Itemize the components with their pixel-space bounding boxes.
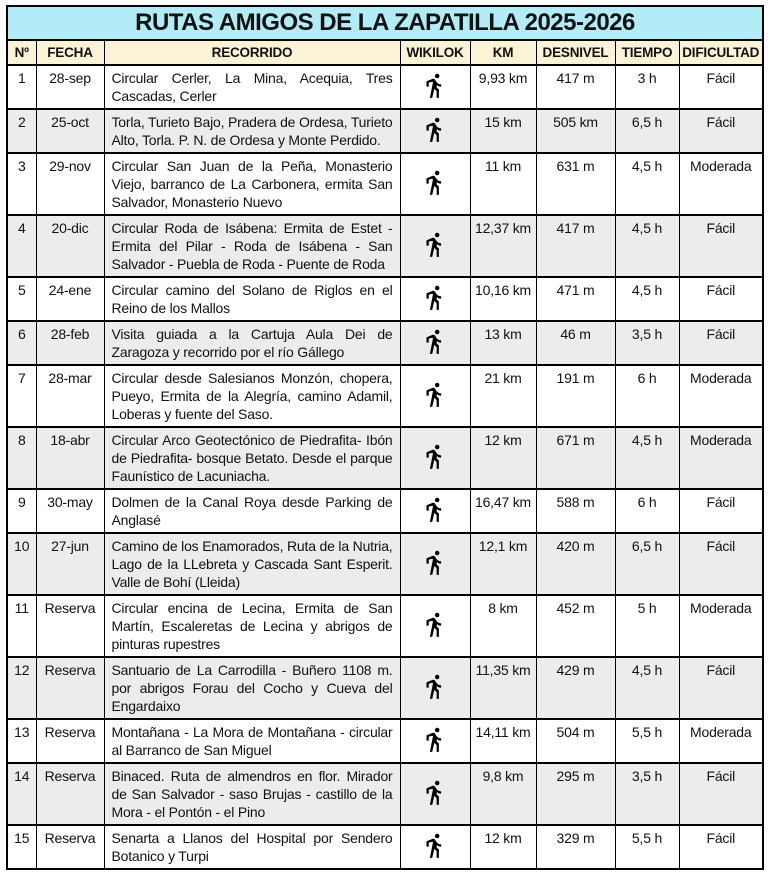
route-description: Circular desde Salesianos Monzón, chopera, Pueyo, Ermita de la Alegría, camino Adamil, Loberas y fuente del Saso. [104,365,400,427]
walking-person-icon[interactable] [422,441,449,472]
table-row [7,825,763,869]
table-row [7,109,763,153]
walking-person-icon[interactable] [422,547,449,578]
route-distance: 12 km [470,825,536,869]
route-distance: 15 km [470,109,536,153]
wikilok-cell [400,427,470,489]
wikilok-cell [400,489,470,533]
route-distance: 11,35 km [470,657,536,719]
route-elevation: 417 m [536,215,615,277]
column-header-fecha: FECHA [36,40,104,65]
walking-person-icon[interactable] [422,326,449,357]
route-description: Dolmen de la Canal Roya desde Parking de Anglasé [104,489,400,533]
wikilok-cell [400,533,470,595]
route-number: 7 [7,365,36,427]
route-distance: 12,37 km [470,215,536,277]
column-header-wikilok: WIKILOK [400,40,470,65]
route-elevation: 671 m [536,427,615,489]
route-description: Circular San Juan de la Peña, Monasterio Viejo, barranco de La Carbonera, ermita San Salvador, Monasterio Nuevo [104,153,400,215]
route-difficulty: Moderada [679,595,763,657]
route-number: 5 [7,277,36,321]
column-header-dificultad: DIFICULTAD [679,40,763,65]
route-difficulty: Moderada [679,427,763,489]
route-distance: 14,11 km [470,719,536,763]
route-elevation: 588 m [536,489,615,533]
route-elevation: 504 m [536,719,615,763]
route-elevation: 417 m [536,65,615,109]
route-elevation: 471 m [536,277,615,321]
wikilok-cell [400,595,470,657]
wikilok-cell [400,365,470,427]
route-description: Circular Arco Geotectónico de Piedrafita- Ibón de Piedrafita- bosque Betato. Desde el parque Faunístico de Lacuniacha. [104,427,400,489]
route-date: 27-jun [36,533,104,595]
page-title: RUTAS AMIGOS DE LA ZAPATILLA 2025-2026 [7,6,763,40]
table-row [7,365,763,427]
route-number: 15 [7,825,36,869]
route-description: Visita guiada a la Cartuja Aula Dei de Zaragoza y recorrido por el río Gállego [104,321,400,365]
wikilok-cell [400,719,470,763]
route-elevation: 631 m [536,153,615,215]
route-time: 6,5 h [615,533,679,595]
route-description: Torla, Turieto Bajo, Pradera de Ordesa, Turieto Alto, Torla. P. N. de Ordesa y Monte Perdido. [104,109,400,153]
route-distance: 11 km [470,153,536,215]
table-row [7,595,763,657]
route-number: 6 [7,321,36,365]
wikilok-cell [400,277,470,321]
route-elevation: 505 km [536,109,615,153]
table-row [7,65,763,109]
walking-person-icon[interactable] [422,229,449,260]
route-distance: 8 km [470,595,536,657]
route-distance: 12,1 km [470,533,536,595]
route-description: Circular encina de Lecina, Ermita de San Martín, Escaleretas de Lecina y abrigos de pinturas rupestres [104,595,400,657]
wikilok-cell [400,763,470,825]
walking-person-icon[interactable] [422,379,449,410]
table-row [7,489,763,533]
walking-person-icon[interactable] [422,114,449,145]
route-time: 5 h [615,595,679,657]
route-date: 28-sep [36,65,104,109]
wikilok-cell [400,153,470,215]
route-date: 29-nov [36,153,104,215]
route-date: Reserva [36,825,104,869]
route-date: 24-ene [36,277,104,321]
route-description: Camino de los Enamorados, Ruta de la Nutria, Lago de la LLebreta y Cascada Sant Esperit. Valle de Bohí (Lleida) [104,533,400,595]
route-date: 18-abr [36,427,104,489]
route-difficulty: Fácil [679,65,763,109]
route-description: Santuario de La Carrodilla - Buñero 1108 m. por abrigos Forau del Cocho y Cueva del Engardaixo [104,657,400,719]
walking-person-icon[interactable] [422,609,449,640]
table-row [7,719,763,763]
route-time: 4,5 h [615,657,679,719]
route-time: 3 h [615,65,679,109]
route-elevation: 191 m [536,365,615,427]
route-description: Circular Roda de Isábena: Ermita de Estet - Ermita del Pilar - Roda de Isábena - San Salvador - Puebla de Roda - Puente de Roda [104,215,400,277]
route-elevation: 295 m [536,763,615,825]
route-description: Circular Cerler, La Mina, Acequia, Tres Cascadas, Cerler [104,65,400,109]
walking-person-icon[interactable] [422,671,449,702]
routes-tbody [7,65,763,869]
route-number: 3 [7,153,36,215]
route-elevation: 329 m [536,825,615,869]
route-number: 13 [7,719,36,763]
route-date: Reserva [36,595,104,657]
route-distance: 16,47 km [470,489,536,533]
route-time: 3,5 h [615,763,679,825]
route-number: 8 [7,427,36,489]
route-difficulty: Fácil [679,763,763,825]
walking-person-icon[interactable] [422,724,449,755]
route-difficulty: Fácil [679,321,763,365]
route-date: Reserva [36,657,104,719]
route-difficulty: Fácil [679,657,763,719]
table-row [7,657,763,719]
route-number: 14 [7,763,36,825]
column-header-recorrido: RECORRIDO [104,40,400,65]
route-difficulty: Fácil [679,215,763,277]
route-distance: 13 km [470,321,536,365]
route-time: 6,5 h [615,109,679,153]
table-row [7,763,763,825]
route-time: 3,5 h [615,321,679,365]
routes-table [6,5,764,870]
route-distance: 10,16 km [470,277,536,321]
route-description: Binaced. Ruta de almendros en flor. Mirador de San Salvador - saso Brujas - castillo de la Mora - el Pontón - el Pino [104,763,400,825]
column-header-km: KM [470,40,536,65]
route-distance: 12 km [470,427,536,489]
route-difficulty: Fácil [679,825,763,869]
route-number: 12 [7,657,36,719]
walking-person-icon[interactable] [422,70,449,101]
route-time: 4,5 h [615,153,679,215]
route-difficulty: Fácil [679,489,763,533]
wikilok-cell [400,215,470,277]
route-elevation: 429 m [536,657,615,719]
route-distance: 9,93 km [470,65,536,109]
route-date: 30-may [36,489,104,533]
table-row [7,277,763,321]
wikilok-cell [400,65,470,109]
route-number: 2 [7,109,36,153]
table-row [7,427,763,489]
route-description: Circular camino del Solano de Riglos en el Reino de los Mallos [104,277,400,321]
wikilok-cell [400,657,470,719]
route-difficulty: Moderada [679,719,763,763]
route-elevation: 452 m [536,595,615,657]
column-header-desnivel: DESNIVEL [536,40,615,65]
route-date: 25-oct [36,109,104,153]
route-number: 4 [7,215,36,277]
route-difficulty: Moderada [679,365,763,427]
walking-person-icon[interactable] [422,167,449,198]
table-row [7,215,763,277]
wikilok-cell [400,109,470,153]
route-time: 4,5 h [615,427,679,489]
wikilok-cell [400,321,470,365]
route-time: 4,5 h [615,215,679,277]
route-time: 5,5 h [615,719,679,763]
column-header-tiempo: TIEMPO [615,40,679,65]
route-distance: 21 km [470,365,536,427]
route-date: Reserva [36,719,104,763]
column-header-num: Nº [7,40,36,65]
route-difficulty: Moderada [679,153,763,215]
route-time: 6 h [615,365,679,427]
route-date: Reserva [36,763,104,825]
route-number: 1 [7,65,36,109]
table-row [7,533,763,595]
route-date: 28-mar [36,365,104,427]
route-time: 4,5 h [615,277,679,321]
route-time: 6 h [615,489,679,533]
walking-person-icon[interactable] [422,777,449,808]
route-number: 9 [7,489,36,533]
table-row [7,153,763,215]
route-description: Montañana - La Mora de Montañana - circular al Barranco de San Miguel [104,719,400,763]
walking-person-icon[interactable] [422,830,449,861]
route-difficulty: Fácil [679,109,763,153]
route-distance: 9,8 km [470,763,536,825]
table-row [7,321,763,365]
route-difficulty: Fácil [679,277,763,321]
route-number: 11 [7,595,36,657]
route-date: 20-dic [36,215,104,277]
route-elevation: 420 m [536,533,615,595]
route-difficulty: Fácil [679,533,763,595]
walking-person-icon[interactable] [422,494,449,525]
route-number: 10 [7,533,36,595]
wikilok-cell [400,825,470,869]
route-description: Senarta a Llanos del Hospital por Sendero Botanico y Turpi [104,825,400,869]
walking-person-icon[interactable] [422,282,449,313]
header-row [7,40,763,65]
route-elevation: 46 m [536,321,615,365]
route-date: 28-feb [36,321,104,365]
route-time: 5,5 h [615,825,679,869]
title-row [7,6,763,40]
